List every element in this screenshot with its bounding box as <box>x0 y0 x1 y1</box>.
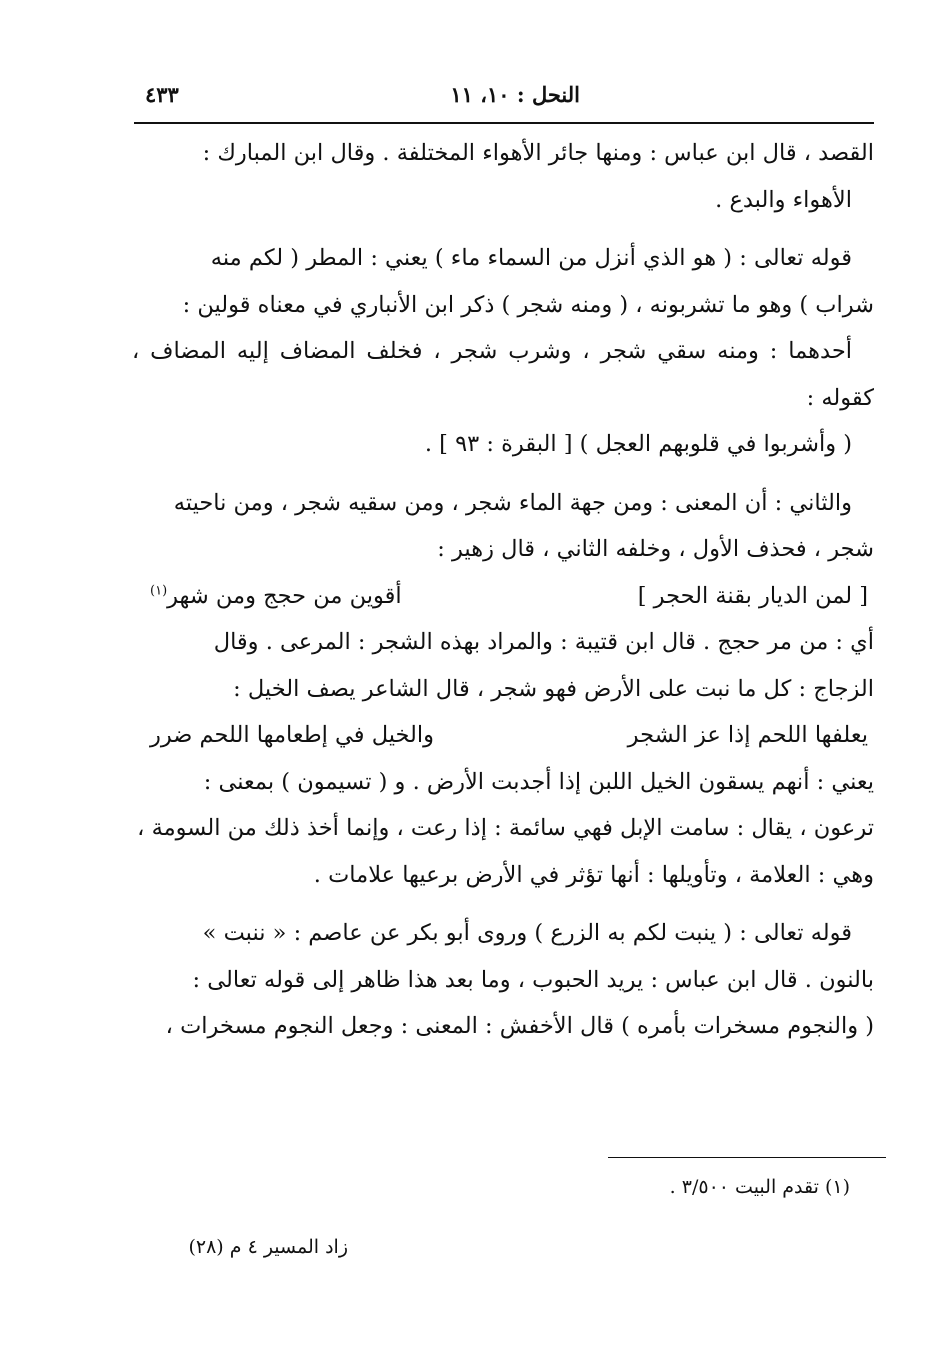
text-line: يعني : أنهم يسقون الخيل اللبن إذا أجدبت الأرض . و ( تسيمون ) بمعنى : <box>203 768 874 795</box>
text-line: القصد ، قال ابن عباس : ومنها جائر الأهواء المختلفة . وقال ابن المبارك : <box>202 140 874 166</box>
running-title: النحل : ١٠، ١١ <box>450 82 580 107</box>
text-line: الأهواء والبدع . <box>715 186 852 213</box>
text-line: أي : من مر حجج . قال ابن قتيبة : والمراد بهذه الشجر : المرعى . وقال <box>213 629 874 655</box>
verse-second-hemistich: أقوين من حجج ومن شهر$^{(١)}$ <box>150 582 402 609</box>
footnote-marker: (١) <box>150 583 168 598</box>
poetry-verse <box>132 712 874 759</box>
footnote: (١) تقدم البيت ٣/٥٠٠ . <box>669 1176 850 1198</box>
text-line: وهي : العلامة ، وتأويلها : أنها تؤثر في الأرض برعيها علامات . <box>313 861 874 888</box>
text-line: شراب ) وهو ما تشربونه ، ( ومنه شجر ) ذكر ابن الأنباري في معناه قولين : <box>182 291 874 318</box>
poetry-verse <box>132 573 874 620</box>
text-line: أحدهما : ومنه سقي شجر ، وشرب شجر ، فخلف المضاف إليه المضاف ، كقوله : <box>132 338 874 411</box>
text-line: الزجاج : كل ما نبت على الأرض فهو شجر ، قال الشاعر يصف الخيل : <box>233 675 874 702</box>
footnote-rule <box>608 1157 886 1158</box>
text-line: بالنون . قال ابن عباس : يريد الحبوب ، وما بعد هذا ظاهر إلى قوله تعالى : <box>192 966 874 993</box>
text-line: قوله تعالى : ( ينبت لكم به الزرع ) وروى أبو بكر عن عاصم : « ننبت » <box>202 920 852 946</box>
text-line: ( والنجوم مسخرات بأمره ) قال الأخفش : المعنى : وجعل النجوم مسخرات ، <box>165 1013 874 1039</box>
text-line: والثاني : أن المعنى : ومن جهة الماء شجر ، ومن سقيه شجر ، ومن ناحيته <box>173 489 852 516</box>
verse-first-hemistich: [ لمن الديار بقنة الحجر ] <box>637 582 868 609</box>
header-rule <box>134 122 874 124</box>
text-line: ترعون ، يقال : سامت الإبل فهي سائمة : إذا رعت ، وإنما أخذ ذلك من السومة ، <box>137 815 874 841</box>
verse-first-hemistich: يعلفها اللحم إذا عز الشجر <box>627 722 868 748</box>
signature-mark: زاد المسير ٤ م (٢٨) <box>188 1236 348 1258</box>
main-text <box>132 130 874 1050</box>
verse-second-hemistich: والخيل في إطعامها اللحم ضرر <box>150 722 435 748</box>
page-header <box>135 78 870 118</box>
text-line: ( وأشربوا في قلوبهم العجل ) [ البقرة : ٩٣ ] . <box>424 431 852 457</box>
page-number: ٤٣٣ <box>145 82 179 107</box>
text-line: شجر ، فحذف الأول ، وخلفه الثاني ، قال زهير : <box>437 536 874 562</box>
text-line: قوله تعالى : ( هو الذي أنزل من السماء ماء ) يعني : المطر ( لكم منه <box>210 245 852 271</box>
